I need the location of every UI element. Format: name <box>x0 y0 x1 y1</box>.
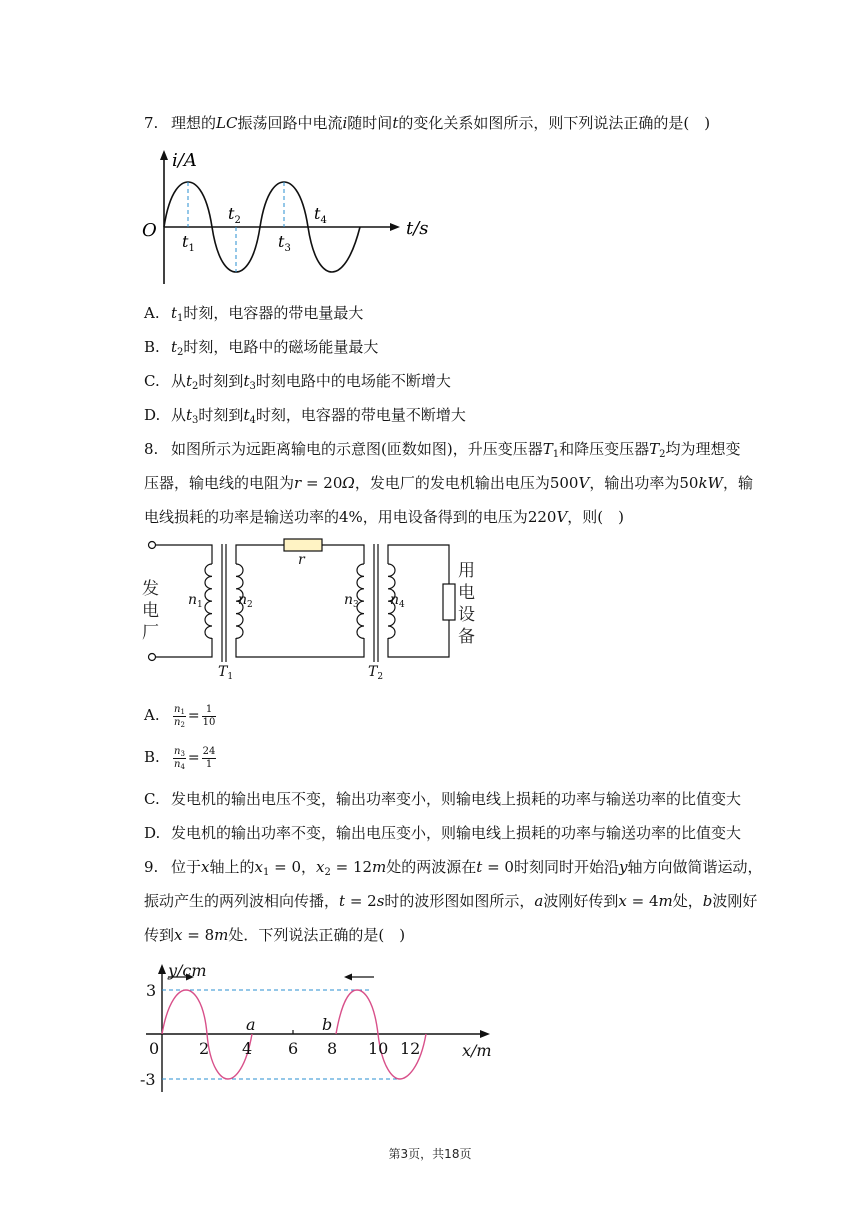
q8-label-n1: $n_1$ <box>188 592 203 610</box>
q9-x-axis-label: x/m <box>462 1041 492 1060</box>
q8-label-n3: $n_3$ <box>344 592 359 610</box>
q8-option-a[interactable]: A. $\frac{n_1}{n_2}$ = $\frac{1}{10}$ <box>144 703 216 729</box>
q9-label-b: b <box>322 1015 333 1034</box>
q8-source-terminal-top <box>149 542 156 549</box>
q7-y-arrow <box>160 150 168 160</box>
q8-label-t1: $T_1$ <box>218 664 234 682</box>
q7-option-a[interactable]: A. $t_1$时刻，电容器的带电量最大 <box>144 304 364 324</box>
q8-b-ratio-left: $\frac{n_3}{n_4}$ <box>174 745 185 771</box>
q9-x-tick-6: 6 <box>288 1039 299 1058</box>
q8-option-b[interactable]: B. $\frac{n_3}{n_4}$ = $\frac{24}{1}$ <box>144 745 216 771</box>
q7-number: 7. <box>144 114 159 132</box>
q8-label-n4: $n_4$ <box>390 592 405 610</box>
q8-label-r: r <box>298 552 305 568</box>
q9-x-tick-12: 12 <box>400 1039 421 1058</box>
q8-t1-primary-wire <box>156 545 212 657</box>
page-footer: 第3页，共18页 <box>388 1147 472 1161</box>
q7-label-t4: $t_4$ <box>314 204 327 226</box>
q9-stem-line3: 传到x = 8m处．下列说法正确的是( ) <box>144 926 406 944</box>
q9-x-tick-10: 10 <box>368 1039 389 1058</box>
q8-label-t2: $T_2$ <box>368 664 384 682</box>
q7-label-t2: $t_2$ <box>228 204 241 226</box>
q8-source-char-3: 厂 <box>142 623 159 643</box>
q8-stem-line1: 8. 如图所示为远距离输电的示意图(匝数如图)，升压变压器$T_1$和降压变压器$T_2$均为理想变 <box>144 440 741 460</box>
q8-a-ratio-right: $\frac{1}{10}$ <box>202 703 216 728</box>
q7-origin-label: O <box>142 220 157 241</box>
q8-label-n2: $n_2$ <box>238 592 253 610</box>
q9-x-tick-2: 2 <box>199 1039 210 1058</box>
q8-option-d[interactable]: D. 发电机的输出功率不变，输出电压变小，则输电线上损耗的功率与输送功率的比值变大 <box>144 824 742 842</box>
q9-x-tick-8: 8 <box>327 1039 338 1058</box>
q9-y-arrow <box>158 964 166 974</box>
q9-y-tick-3: 3 <box>146 981 157 1000</box>
q8-b-ratio-right: $\frac{24}{1}$ <box>202 745 216 770</box>
q7-x-axis-label: t/s <box>406 218 429 239</box>
q9-x-arrow <box>480 1030 490 1038</box>
q7-option-c[interactable]: C. 从$t_2$时刻到$t_3$时刻电路中的电场能不断增大 <box>144 372 451 392</box>
q8-device-char-3: 设 <box>458 605 475 625</box>
q8-stem-line2: 压器，输电线的电阻为r = 20Ω，发电厂的发电机输出电压为500V，输出功率为50kW，输 <box>144 474 753 492</box>
q9-x-tick-0: 0 <box>149 1039 160 1058</box>
q7-stem: 7. 理想的LC振荡回路中电流i随时间t的变化关系如图所示，则下列说法正确的是( ) <box>144 114 711 132</box>
q7-option-b[interactable]: B. $t_2$时刻，电路中的磁场能量最大 <box>144 338 379 358</box>
q8-device-char-2: 电 <box>458 583 475 603</box>
q7-option-d[interactable]: D. 从$t_3$时刻到$t_4$时刻，电容器的带电量不断增大 <box>144 406 466 426</box>
q7-current-graph <box>130 146 430 286</box>
q7-y-axis-label: i/A <box>172 150 197 171</box>
q9-stem-line1: 9. 位于x轴上的$x_1 = 0$，$x_2 = 12m$处的两波源在t = 0时刻同时开始沿y轴方向做简谐运动， <box>144 858 763 878</box>
q8-stem-line3: 电线损耗的功率是输送功率的4%，用电设备得到的电压为220V，则( ) <box>144 508 625 526</box>
q9-x-tick-4: 4 <box>242 1039 253 1058</box>
q9-y-tick-minus3: -3 <box>140 1070 156 1089</box>
q8-device-resistor <box>443 584 455 620</box>
q9-y-axis-label: y/cm <box>168 961 207 980</box>
q9-arrow-left-head <box>344 974 352 981</box>
q9-stem-line2: 振动产生的两列波相向传播，t = 2s时的波形图如图所示，a波刚好传到x = 4m处，b波刚好 <box>144 892 758 910</box>
q8-device-char-1: 用 <box>458 561 475 581</box>
q8-a-ratio-left: $\frac{n_1}{n_2}$ <box>174 703 185 729</box>
q8-source-terminal-bottom <box>149 654 156 661</box>
q9-label-a: a <box>246 1015 256 1034</box>
q7-x-arrow <box>390 223 400 231</box>
q8-resistor-r <box>284 539 322 551</box>
q8-source-char-1: 发 <box>142 579 159 599</box>
q8-option-c[interactable]: C. 发电机的输出电压不变，输出功率变小，则输电线上损耗的功率与输送功率的比值变大 <box>144 790 742 808</box>
q8-number: 8. <box>144 440 159 458</box>
q8-transmission-diagram <box>138 532 478 682</box>
q8-transmission-line-bottom <box>236 638 364 657</box>
q7-label-t1: $t_1$ <box>182 232 195 254</box>
q9-wave-graph <box>138 958 508 1098</box>
q8-source-char-2: 电 <box>142 601 159 621</box>
q9-number: 9. <box>144 858 159 876</box>
q7-label-t3: $t_3$ <box>278 232 291 254</box>
q8-device-char-4: 备 <box>458 627 475 647</box>
q8-coil-n1 <box>205 564 212 638</box>
